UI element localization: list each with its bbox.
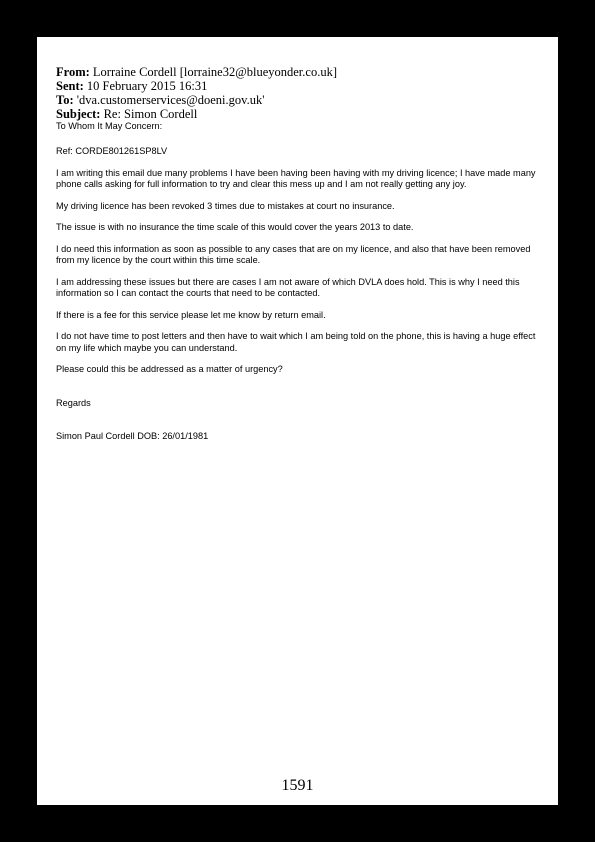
to-label: To: [56, 93, 74, 107]
email-header [56, 65, 337, 121]
body-paragraph: The issue is with no insurance the time scale of this would cover the years 2013 to date. [56, 222, 414, 232]
sent-row [56, 79, 337, 93]
body-paragraph: I do not have time to post letters and then have to wait which I am being told on the phone, this is having a huge effect on my life which maybe you can understand. [56, 331, 536, 353]
from-label: From: [56, 65, 90, 79]
email-body [56, 146, 544, 453]
sent-label: Sent: [56, 79, 84, 93]
document-page [37, 37, 558, 805]
reference-line: Ref: CORDE801261SP8LV [56, 146, 168, 156]
body-paragraph: My driving licence has been revoked 3 times due to mistakes at court no insurance. [56, 200, 395, 211]
greeting: To Whom It May Concern: [56, 121, 163, 131]
signature: Simon Paul Cordell DOB: 26/01/1981 [56, 431, 209, 441]
body-paragraph: I am writing this email due many problems I have been having been having with my driving licence; I have made many phone calls asking for full information to try and clear this mess up and I am not really getting any joy. [56, 167, 536, 189]
subject-label: Subject: [56, 107, 101, 121]
to-row [56, 93, 337, 107]
subject-row [56, 107, 337, 121]
body-paragraph: If there is a fee for this service please let me know by return email. [56, 309, 326, 320]
from-row [56, 65, 337, 79]
page-number: 1591 [281, 777, 314, 794]
sign-off: Regards [56, 397, 91, 408]
body-paragraph: I do need this information as soon as possible to any cases that are on my licence, and also that have been removed from my licence by the court within this time scale. [56, 243, 531, 265]
body-paragraph: I am addressing these issues but there are cases I am not aware of which DVLA does hold. This is why I need this information so I can contact the courts that need to be contacted. [56, 276, 520, 298]
sent-value: 10 February 2015 16:31 [86, 79, 208, 93]
from-value: Lorraine Cordell [lorraine32@blueyonder.co.uk] [92, 65, 337, 79]
to-value: 'dva.customerservices@doeni.gov.uk' [76, 93, 265, 107]
subject-value: Re: Simon Cordell [103, 107, 198, 121]
body-paragraph: Please could this be addressed as a matter of urgency? [56, 364, 283, 374]
